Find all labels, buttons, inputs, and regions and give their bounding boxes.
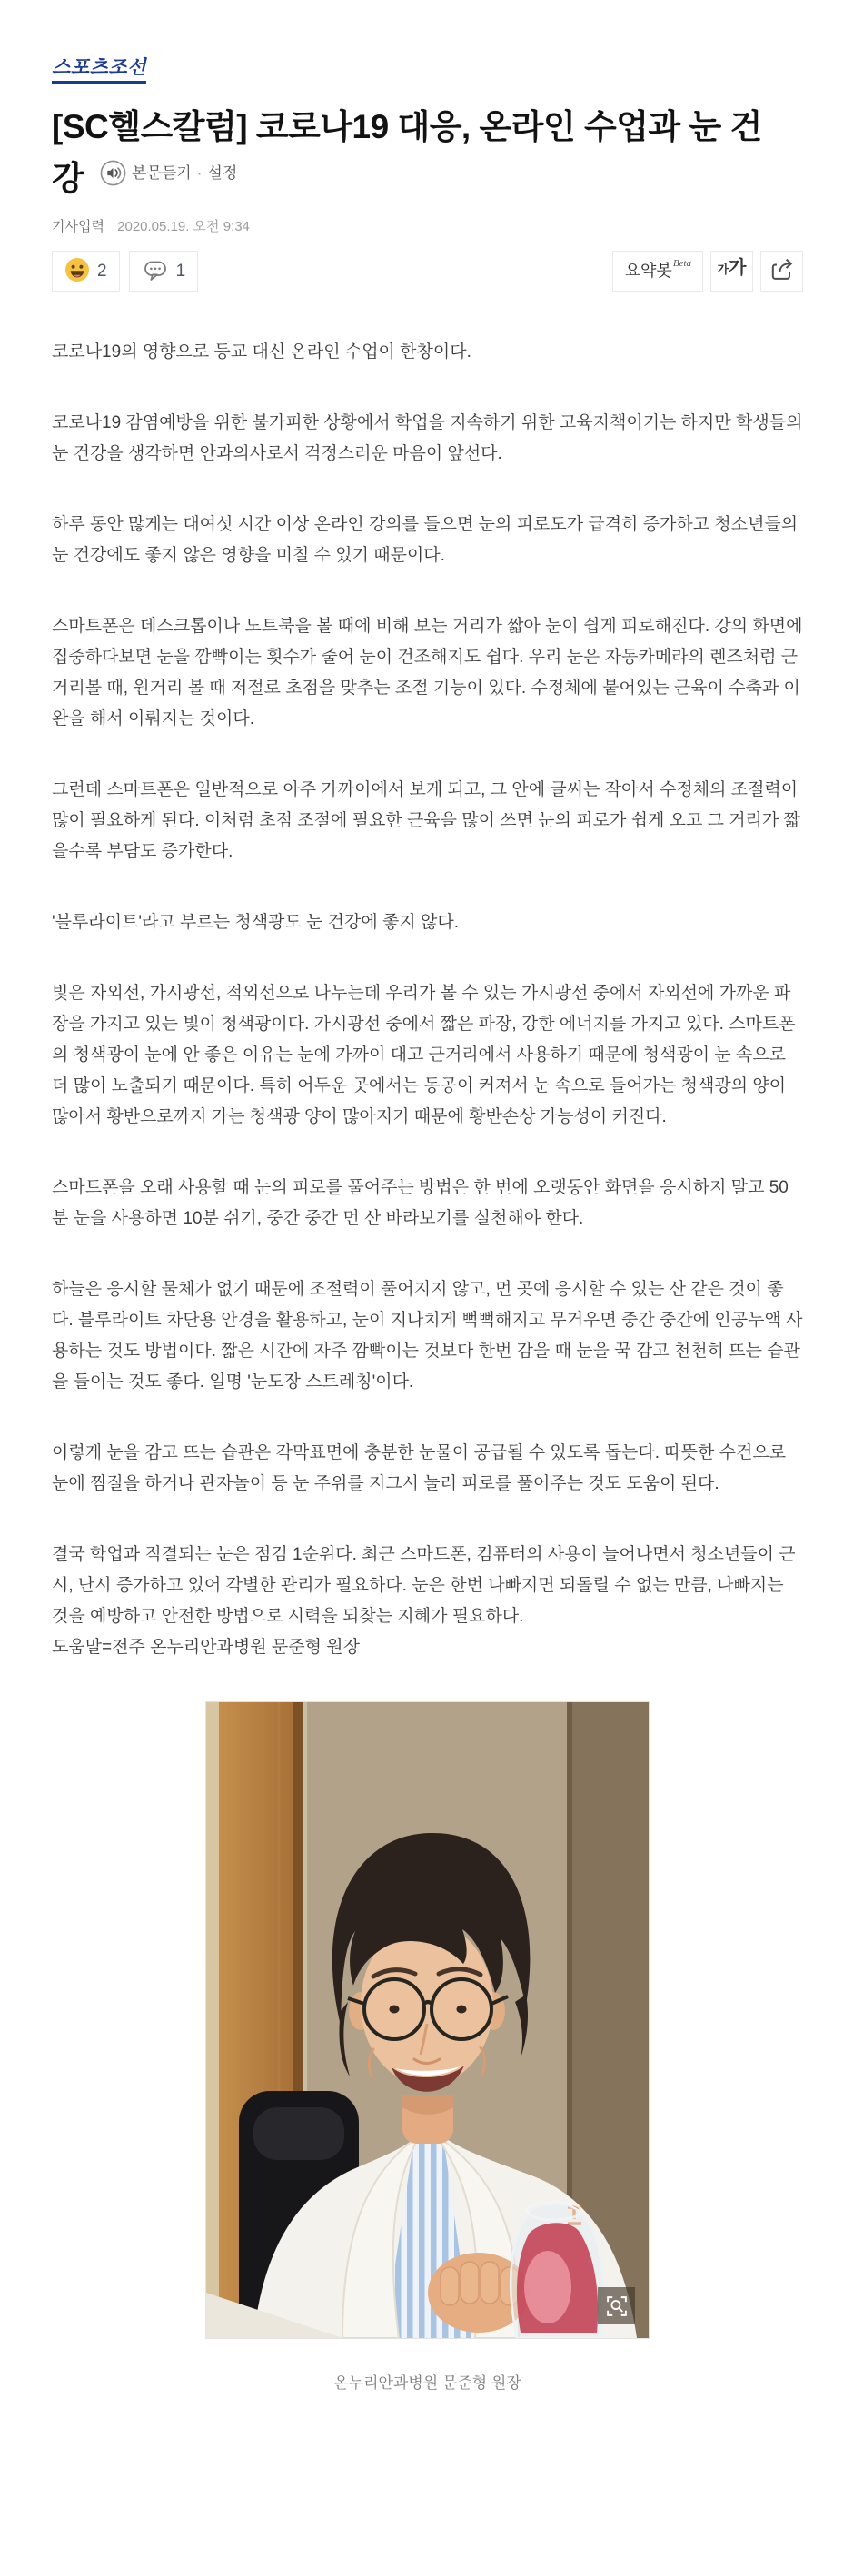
comment-button[interactable]	[129, 251, 199, 292]
utility-buttons	[605, 251, 803, 292]
article-paragraph: 스마트폰은 데스크톱이나 노트북을 볼 때에 비해 보는 거리가 짧아 눈이 쉽게 피로해진다. 강의 화면에 집중하다보면 눈을 깜빡이는 횟수가 줄어 눈이 건조해지도 쉽다. 우리 눈은 자동카메라의 렌즈처럼 근거리볼 때, 원거리 볼 때 저절로 초점을 맞추는 조절 기능이 있다. 수정체에 붙어있는 근육이 수축과 이완을 해서 이뤄지는 것이다.	[52, 617, 803, 728]
article-figure	[52, 1701, 803, 2393]
magnifier-zoom-button[interactable]	[598, 2287, 635, 2324]
article-paragraph: 스마트폰을 오래 사용할 때 눈의 피로를 풀어주는 방법은 한 번에 오랫동안 화면을 응시하지 말고 50분 눈을 사용하면 10분 쉬기, 중간 중간 먼 산 바라보기를 실천해야 한다.	[52, 1178, 789, 1228]
sports-chosun-logo[interactable]: 스포츠조선	[52, 53, 146, 84]
speech-bubble-icon	[142, 256, 169, 286]
article-byline: 도움말=전주 온누리안과병원 문준형 원장	[52, 1638, 360, 1657]
article-body	[52, 337, 803, 1632]
article-paragraph: 코로나19의 영향으로 등교 대신 온라인 수업이 한창이다.	[52, 342, 471, 362]
magnifier-icon	[603, 2293, 630, 2320]
article-paragraph: 코로나19 감염예방을 위한 불가피한 상황에서 학업을 지속하기 위한 고육지책이기는 하지만 학생들의 눈 건강을 생각하면 안과의사로서 걱정스러운 마음이 앞선다.	[52, 413, 803, 463]
font-size-button[interactable]	[710, 251, 753, 292]
date-label: 기사입력	[52, 219, 104, 234]
tts-separator: ·	[196, 164, 203, 182]
article-paragraph: '블루라이트'라고 부르는 청색광도 눈 건강에 좋지 않다.	[52, 913, 459, 932]
article-toolbar	[52, 251, 803, 292]
article-paragraph: 결국 학업과 직결되는 눈은 점검 1순위다. 최근 스마트폰, 컴퓨터의 사용이 늘어나면서 청소년들이 근시, 난시 증가하고 있어 각별한 관리가 필요하다. 눈은 한번 나빠지면 되돌릴 수 없는 만큼, 나빠지는 것을 예방하고 안전한 방법으로 시력을 되찾는 지혜가 필요하다.	[52, 1545, 796, 1626]
summary-bot-label: 요약봇	[624, 262, 672, 280]
photo-caption: 온누리안과병원 문준형 원장	[333, 2374, 521, 2392]
summary-bot-button[interactable]	[612, 251, 703, 292]
article-paragraph: 빛은 자외선, 가시광선, 적외선으로 나누는데 우리가 볼 수 있는 가시광선 중에서 자외선에 가까운 파장을 가지고 있는 빛이 청색광이다. 가시광선 중에서 짧은 파장, 강한 에너지를 가지고 있다. 스마트폰의 청색광이 눈에 안 좋은 이유는 눈에 가까이 대고 근거리에서 사용하기 때문에 청색광이 눈 속으로 더 많이 노출되기 때문이다. 특히 어두운 곳에서는 동공이 커져서 눈 속으로 들어가는 청색광의 양이 많아서 황반으로까지 가는 청색광 양이 많아지기 때문에 황반손상 가능성이 커진다.	[52, 984, 796, 1126]
font-size-small-glyph: 가	[717, 263, 729, 276]
doctor-photo	[205, 1701, 650, 2339]
article-title	[52, 104, 780, 202]
share-icon	[769, 256, 796, 286]
article-paragraph: 하루 동안 많게는 대여섯 시간 이상 온라인 강의를 들으면 눈의 피로도가 급격히 증가하고 청소년들의 눈 건강에도 좋지 않은 영향을 미칠 수 있기 때문이다.	[52, 515, 799, 565]
emoji-reaction-button[interactable]	[52, 251, 120, 292]
font-size-large-glyph: 가	[729, 258, 747, 278]
emoji-count: 2	[97, 261, 107, 281]
date-value: 2020.05.19. 오전 9:34	[117, 219, 250, 234]
dateline	[52, 216, 803, 235]
reaction-buttons	[52, 251, 207, 292]
smile-emoji-icon	[64, 257, 90, 285]
tts-settings-button[interactable]: 설정	[207, 150, 237, 196]
article-title-text: [SC헬스칼럼] 코로나19 대응, 온라인 수업과 눈 건강	[52, 108, 762, 197]
listen-button[interactable]: 본문듣기	[132, 150, 192, 196]
article-paragraph: 하늘은 응시할 물체가 없기 때문에 조절력이 풀어지지 않고, 먼 곳에 응시할 수 있는 산 같은 것이 좋다. 블루라이트 차단용 안경을 활용하고, 눈이 지나치게 뻑뻑해지고 무거우면 중간 중간에 인공누액 사용하는 것도 방법이다. 짧은 시간에 자주 깜빡이는 것보다 한번 감을 때 눈을 꾹 감고 천천히 뜨는 습관을 들이는 것도 좋다. 일명 '눈도장 스트레칭'이다.	[52, 1280, 803, 1392]
tts-controls	[100, 150, 237, 196]
article-paragraph: 그런데 스마트폰은 일반적으로 아주 가까이에서 보게 되고, 그 안에 글씨는 작아서 수정체의 조절력이 많이 필요하게 된다. 이처럼 초점 조절에 필요한 근육을 많이 쓰면 눈의 피로가 쉽게 오고 그 거리가 짧을수록 부담도 증가한다.	[52, 780, 800, 861]
tts-speaker-icon[interactable]	[100, 160, 126, 186]
article-paragraph: 이렇게 눈을 감고 뜨는 습관은 각막표면에 충분한 눈물이 공급될 수 있도록 돕는다. 따뜻한 수건으로 눈에 찜질을 하거나 관자놀이 등 눈 주위를 지그시 눌러 피로를 풀어주는 것도 도움이 된다.	[52, 1443, 787, 1493]
share-button[interactable]	[760, 251, 803, 292]
beta-badge: Beta	[672, 258, 691, 269]
comment-count: 1	[175, 261, 186, 281]
